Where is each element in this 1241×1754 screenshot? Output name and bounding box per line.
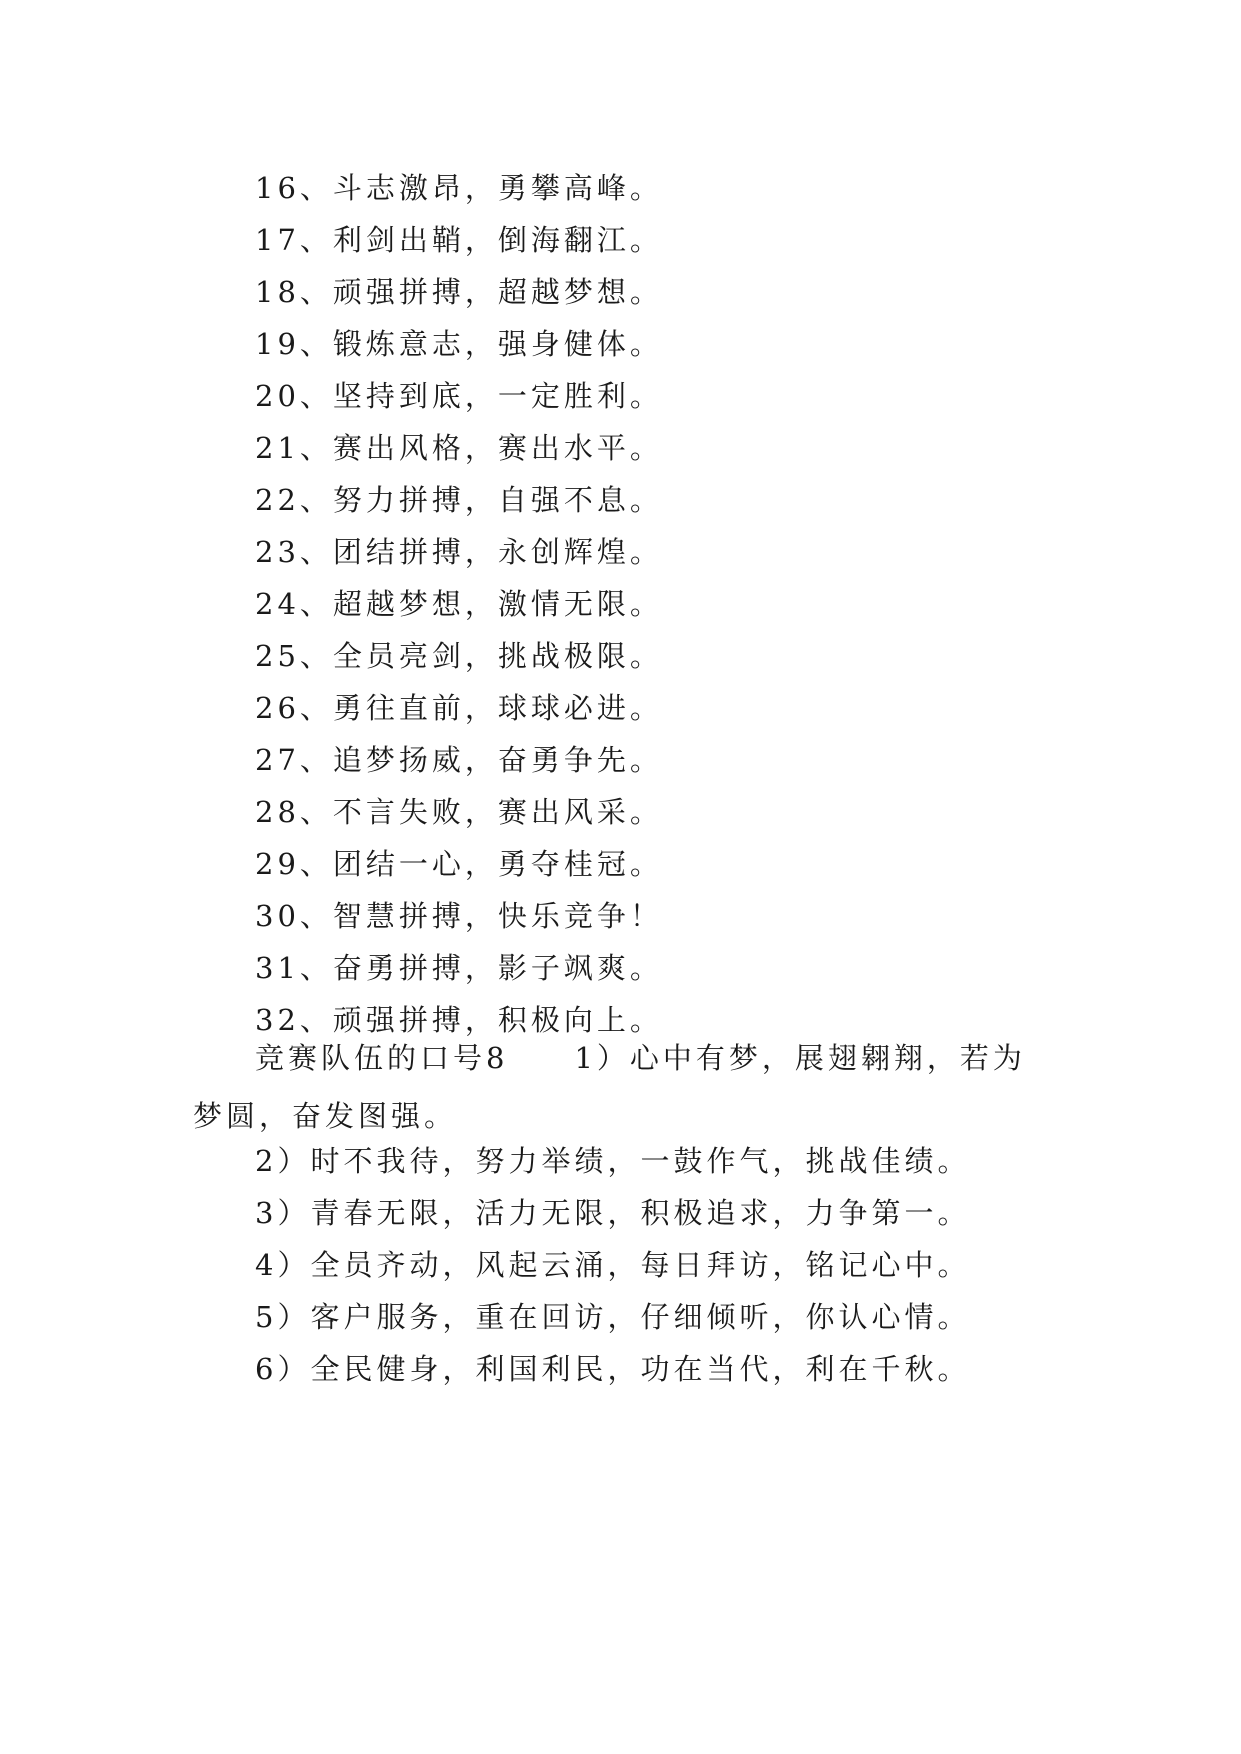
slogan-line: 18、顽强拼搏，超越梦想。 <box>255 275 663 309</box>
slogan-line: 32、顽强拼搏，积极向上。 <box>255 1003 663 1037</box>
slogan-line: 26、勇往直前，球球必进。 <box>255 691 663 725</box>
slogan-line: 27、追梦扬威，奋勇争先。 <box>255 743 663 777</box>
slogan-line: 24、超越梦想，激情无限。 <box>255 587 663 621</box>
slogan-line: 17、利剑出鞘，倒海翻江。 <box>255 223 663 257</box>
slogan-line: 19、锻炼意志，强身健体。 <box>255 327 663 361</box>
slogan-line: 20、坚持到底，一定胜利。 <box>255 379 663 413</box>
slogan-line: 28、不言失败，赛出风采。 <box>255 795 663 829</box>
slogan-line: 23、团结拼搏，永创辉煌。 <box>255 535 663 569</box>
item-line: 4）全员齐动，风起云涌，每日拜访，铭记心中。 <box>255 1248 971 1282</box>
item-line: 2）时不我待，努力举绩，一鼓作气，挑战佳绩。 <box>255 1144 971 1178</box>
slogan-line: 31、奋勇拼搏，影子飒爽。 <box>255 951 663 985</box>
slogan-line: 30、智慧拼搏，快乐竞争！ <box>255 899 663 933</box>
slogan-line: 22、努力拼搏，自强不息。 <box>255 483 663 517</box>
slogan-line: 25、全员亮剑，挑战极限。 <box>255 639 663 673</box>
item-line: 3）青春无限，活力无限，积极追求，力争第一。 <box>255 1196 971 1230</box>
section-paragraph: 竞赛队伍的口号8 1）心中有梦，展翅翱翔，若为梦圆，奋发图强。 <box>193 1041 1026 1133</box>
item-line: 6）全民健身，利国利民，功在当代，利在千秋。 <box>255 1352 971 1386</box>
slogan-line: 16、斗志激昂，勇攀高峰。 <box>255 171 663 205</box>
slogan-line: 21、赛出风格，赛出水平。 <box>255 431 663 465</box>
slogan-line: 29、团结一心，勇夺桂冠。 <box>255 847 663 881</box>
item-line: 5）客户服务，重在回访，仔细倾听，你认心情。 <box>255 1300 971 1334</box>
